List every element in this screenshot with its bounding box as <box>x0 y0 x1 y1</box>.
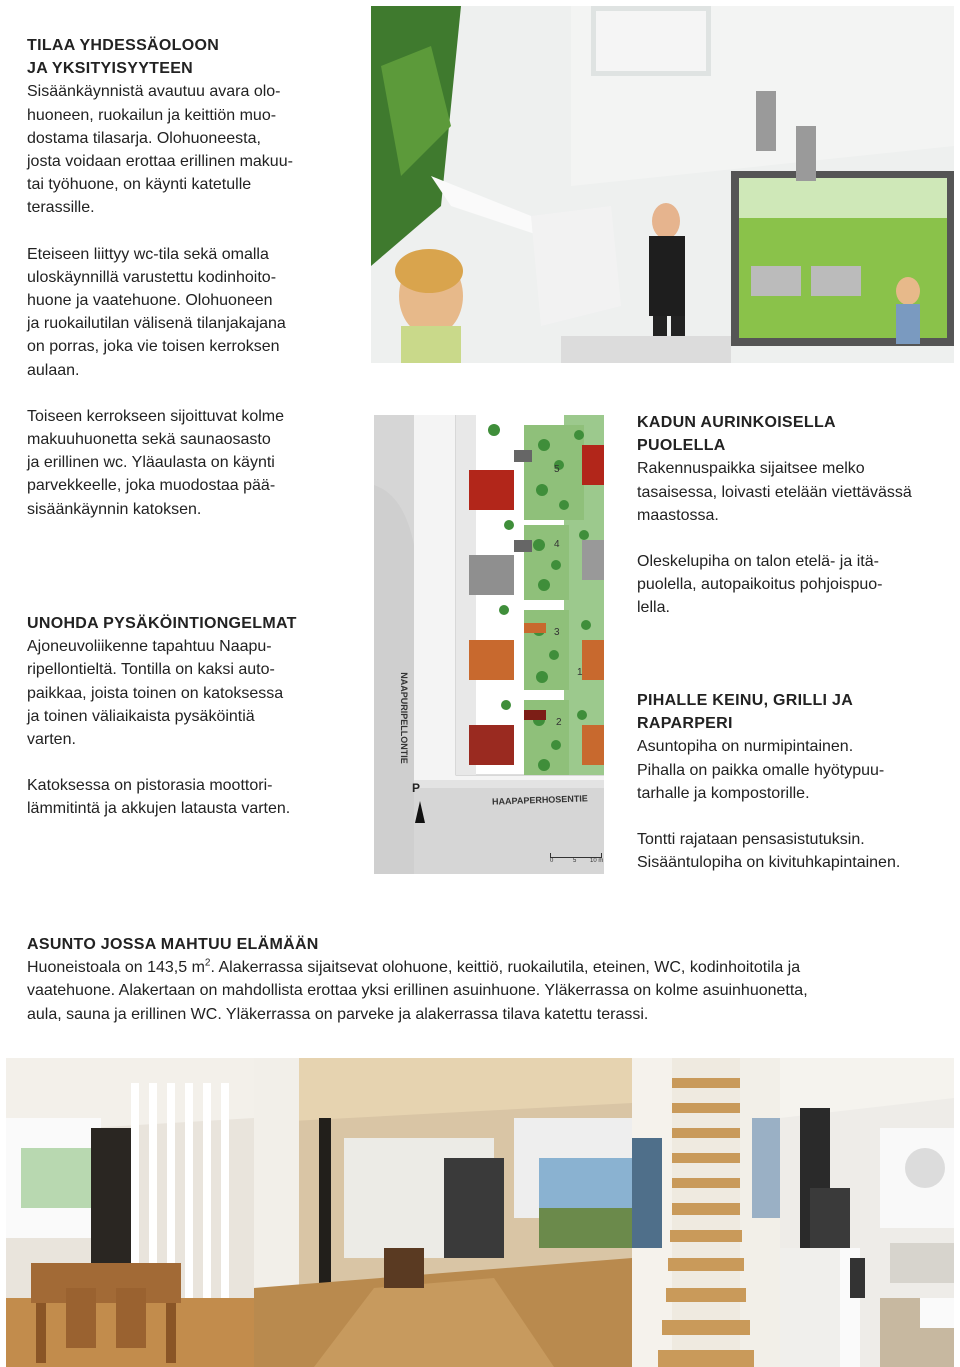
sunny-p2-l3: lella. <box>637 599 670 617</box>
parking-p1-l2: ripellontieltä. Tontilla on kaksi auto- <box>27 661 275 679</box>
parking-heading: UNOHDA PYSÄKÖINTIONGELMAT <box>27 615 297 632</box>
living-section <box>27 34 357 521</box>
yard-section <box>637 689 955 874</box>
home-section <box>27 933 937 1026</box>
home-line-1-pre: Huoneistoala on 143,5 m <box>27 959 205 977</box>
photo-living-room <box>780 1058 954 1367</box>
north-arrow-icon <box>415 801 425 823</box>
living-p3-l5: sisäänkäynnin katoksen. <box>27 500 202 518</box>
yard-heading-1: PIHALLE KEINU, GRILLI JA <box>637 692 854 709</box>
living-p1-l3: dostama tilasarja. Olohuoneesta, <box>27 129 261 147</box>
yard-p1-l1: Asuntopiha on nurmipintainen. <box>637 738 854 756</box>
living-heading-2: JA YKSITYISYYTEEN <box>27 60 194 78</box>
sunny-p1-l2: tasaisessa, loivasti etelään viettävässä <box>637 483 912 501</box>
living-p2-l6: aulaan. <box>27 361 80 379</box>
sunny-heading-2: PUOLELLA <box>637 437 726 455</box>
plot-number-1: 1 <box>577 667 583 678</box>
living-p3-l2: makuuhuonetta sekä saunaosasto <box>27 431 271 449</box>
home-line-3: aula, sauna ja erillinen WC. Yläkerrassa on parveke ja alakerrassa tilava katettu terassi. <box>27 1005 649 1023</box>
sunny-p1-l1: Rakennuspaikka sijaitsee melko <box>637 460 865 478</box>
home-line-1 <box>27 956 937 979</box>
living-p2-l5: on porras, joka vie toisen kerroksen <box>27 338 280 356</box>
site-plan-map <box>374 415 604 874</box>
parking-p1-l1: Ajoneuvoliikenne tapahtuu Naapu- <box>27 638 272 656</box>
parking-p1-l4: ja toinen väliaikaista pysäköintiä <box>27 707 255 725</box>
plot-number-3: 3 <box>554 627 560 638</box>
yard-p1-l2: Pihalla on paikka omalle hyötypuu- <box>637 761 885 779</box>
living-p1-l1: Sisäänkäynnistä avautuu avara olo- <box>27 83 281 101</box>
sunny-p2-l1: Oleskelupiha on talon etelä- ja itä- <box>637 553 879 571</box>
parking-label: P <box>412 781 421 795</box>
scale-label-10: 10 m <box>590 858 604 864</box>
home-line-1-sup: 2 <box>204 957 211 969</box>
living-heading-1: TILAA YHDESSÄOLOON <box>27 37 220 54</box>
home-line-2: vaatehuone. Alakertaan on mahdollista erottaa yksi erillinen asuinhuone. Yläkerrassa on kolme asuinhuonetta, <box>27 982 808 1000</box>
living-p3-l3: ja erillinen wc. Yläaulasta on käynti <box>27 454 275 472</box>
living-p2-l2: uloskäynnillä varustettu kodinhoito- <box>27 268 277 286</box>
scale-label-0: 0 <box>550 858 554 864</box>
photo-dining-room <box>6 1058 254 1367</box>
plot-number-2: 2 <box>556 717 562 728</box>
home-heading: ASUNTO JOSSA MAHTUU ELÄMÄÄN <box>27 936 319 953</box>
living-p3-l4: parvekkeelle, joka muodostaa pää- <box>27 477 276 495</box>
yard-p1-l3: tarhalle ja kompostorille. <box>637 784 810 802</box>
plot-number-4: 4 <box>554 539 560 550</box>
plot-number-5: 5 <box>554 464 560 475</box>
living-p2-l4: ja ruokailutilan välisenä tilanjakajana <box>27 315 286 333</box>
parking-p2-l2: lämmitintä ja akkujen latausta varten. <box>27 800 291 818</box>
street-label-vertical: NAAPURIPELLONTIE <box>399 672 409 764</box>
living-p1-l2: huoneen, ruokailun ja keittiön muo- <box>27 106 277 124</box>
sunny-p2-l2: puolella, autopaikoitus pohjoispuo- <box>637 576 883 594</box>
parking-p2-l1: Katoksessa on pistorasia moottori- <box>27 777 273 795</box>
interior-render-image <box>371 6 954 363</box>
living-p1-l6: terassille. <box>27 199 95 217</box>
living-p3-l1: Toiseen kerrokseen sijoittuvat kolme <box>27 407 285 425</box>
living-p1-l4: josta voidaan erottaa erillinen makuu- <box>27 153 293 171</box>
yard-heading-2: RAPARPERI <box>637 715 733 733</box>
parking-p1-l5: varten. <box>27 731 76 749</box>
sunny-section <box>637 411 955 620</box>
parking-p1-l3: paikkaa, joista toinen on katoksessa <box>27 684 284 702</box>
street-label-horizontal: HAAPAPERHOSENTIE <box>491 793 589 807</box>
sunny-p1-l3: maastossa. <box>637 506 719 524</box>
living-p2-l1: Eteiseen liittyy wc-tila sekä omalla <box>27 245 269 263</box>
living-p2-l3: huone ja vaatehuone. Olohuoneen <box>27 292 273 310</box>
sunny-heading-1: KADUN AURINKOISELLA <box>637 414 836 431</box>
living-p1-l5: tai työhuone, on käynti katetulle <box>27 176 252 194</box>
yard-p2-l1: Tontti rajataan pensasistutuksin. <box>637 831 865 849</box>
parking-section <box>27 612 357 821</box>
photo-hallway <box>254 1058 632 1367</box>
yard-p2-l2: Sisääntulopiha on kivituhkapintainen. <box>637 854 901 872</box>
scale-label-5: 5 <box>573 858 577 864</box>
photo-staircase <box>632 1058 780 1367</box>
home-line-1-post: . Alakerrassa sijaitsevat olohuone, keittiö, ruokailutila, eteinen, WC, kodinhoitotila ja <box>210 959 801 977</box>
